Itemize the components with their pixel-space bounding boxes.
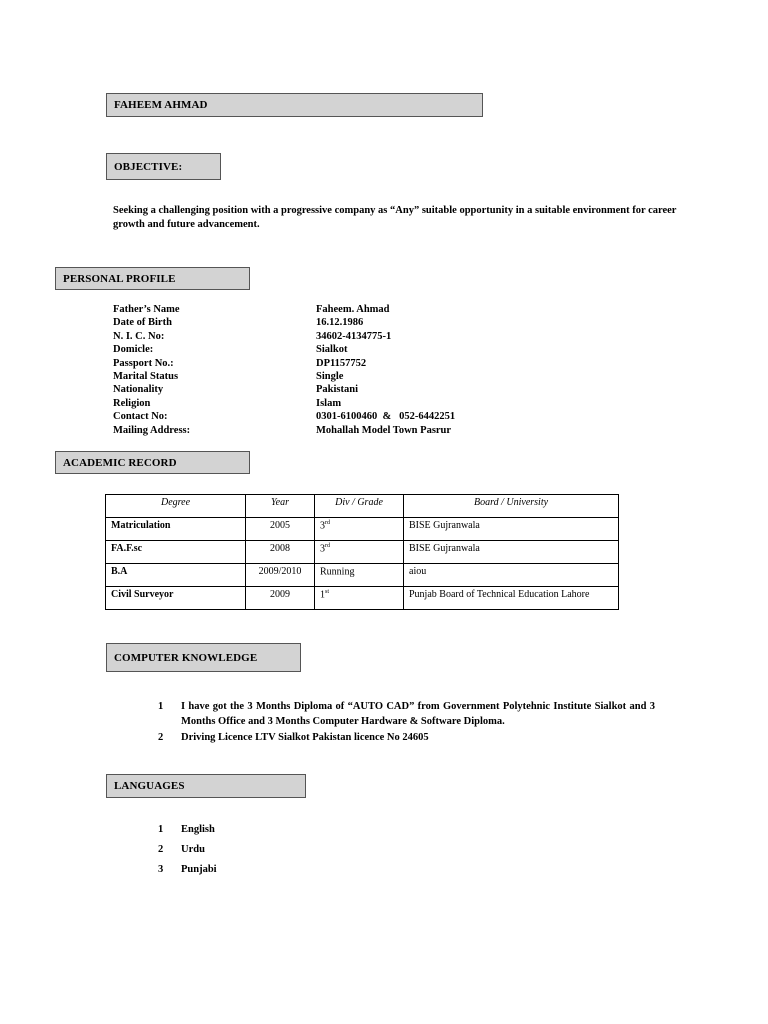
grade-cell: 3rd [315, 541, 404, 564]
languages-list [158, 823, 358, 883]
degree-cell: B.A [106, 564, 246, 587]
profile-value: Islam [316, 397, 342, 409]
objective-heading: OBJECTIVE: [114, 160, 183, 173]
profile-label: Date of Birth [113, 317, 172, 329]
academic-record-heading: ACADEMIC RECORD [63, 456, 177, 469]
profile-value: 34602-4134775-1 [316, 330, 392, 342]
degree-cell: Civil Surveyor [106, 587, 246, 610]
list-item [158, 700, 655, 729]
profile-value: Faheem. Ahmad [316, 304, 390, 315]
table-row [106, 564, 619, 587]
language-name: Urdu [181, 844, 205, 855]
profile-value: Mohallah Model Town Pasrur [316, 424, 452, 436]
personal-profile-header [55, 267, 250, 290]
list-item [158, 823, 358, 843]
grade-cell: 1st [315, 587, 404, 610]
board-cell: Punjab Board of Technical Education Lahore [404, 587, 619, 610]
profile-label: Contact No: [113, 411, 168, 423]
profile-label: Religion [113, 397, 151, 409]
list-number: 3 [158, 864, 164, 875]
list-number: 2 [158, 732, 164, 743]
language-name: English [181, 824, 215, 835]
board-cell: BISE Gujranwala [404, 518, 619, 541]
profile-label: Domicle: [113, 344, 154, 356]
profile-value: 16.12.1986 [316, 317, 364, 329]
profile-value: 0301-6100460 & 052-6442251 [316, 411, 456, 423]
objective-header [106, 153, 221, 180]
year-cell: 2009/2010 [246, 564, 315, 587]
languages-heading: LANGUAGES [114, 780, 185, 792]
table-row [106, 518, 619, 541]
candidate-name: FAHEEM AHMAD [114, 99, 208, 111]
academic-record-header [55, 451, 250, 474]
table-header-row [106, 495, 619, 518]
list-text: I have got the 3 Months Diploma of “AUTO CAD” from Government Polytehnic Institute Sialkot and 3 Months Office and 3 Months Computer Hardware & Software Diploma. [181, 701, 655, 727]
list-number: 2 [158, 844, 164, 855]
column-header: Degree [106, 495, 246, 518]
list-number: 1 [158, 824, 164, 835]
degree-cell: Matriculation [106, 518, 246, 541]
list-text: Driving Licence LTV Sialkot Pakistan licence No 24605 [181, 732, 429, 743]
profile-label: N. I. C. No: [113, 330, 165, 342]
computer-knowledge-header [106, 643, 301, 672]
profile-label: Father’s Name [113, 304, 180, 315]
languages-header [106, 774, 306, 798]
computer-knowledge-heading: COMPUTER KNOWLEDGE [114, 651, 258, 664]
board-cell: aiou [404, 564, 619, 587]
profile-label: Nationality [113, 384, 164, 396]
year-cell: 2008 [246, 541, 315, 564]
board-cell: BISE Gujranwala [404, 541, 619, 564]
objective-text: Seeking a challenging position with a progressive company as “Any” suitable opportunity in a suitable environment for career growth and future advancement. [113, 205, 677, 230]
table-row [106, 587, 619, 610]
academic-table [105, 494, 619, 610]
column-header: Board / University [404, 495, 619, 518]
grade-cell: Running [315, 564, 404, 587]
profile-value: Sialkot [316, 344, 348, 356]
list-item [158, 731, 655, 746]
list-number: 1 [158, 701, 164, 712]
profile-value: Single [316, 370, 344, 382]
table-row [106, 541, 619, 564]
column-header: Div / Grade [315, 495, 404, 518]
profile-label: Marital Status [113, 370, 179, 382]
grade-cell: 3rd [315, 518, 404, 541]
profile-value: Pakistani [316, 384, 359, 396]
column-header: Year [246, 495, 315, 518]
year-cell: 2009 [246, 587, 315, 610]
profile-value: DP1157752 [316, 357, 367, 369]
list-item [158, 843, 358, 863]
profile-label: Passport No.: [113, 357, 174, 369]
year-cell: 2005 [246, 518, 315, 541]
name-header [106, 93, 483, 117]
computer-knowledge-list [158, 700, 655, 746]
list-item [158, 863, 358, 883]
personal-profile-heading: PERSONAL PROFILE [63, 272, 176, 285]
profile-label: Mailing Address: [113, 424, 191, 436]
degree-cell: FA.F.sc [106, 541, 246, 564]
language-name: Punjabi [181, 864, 217, 875]
